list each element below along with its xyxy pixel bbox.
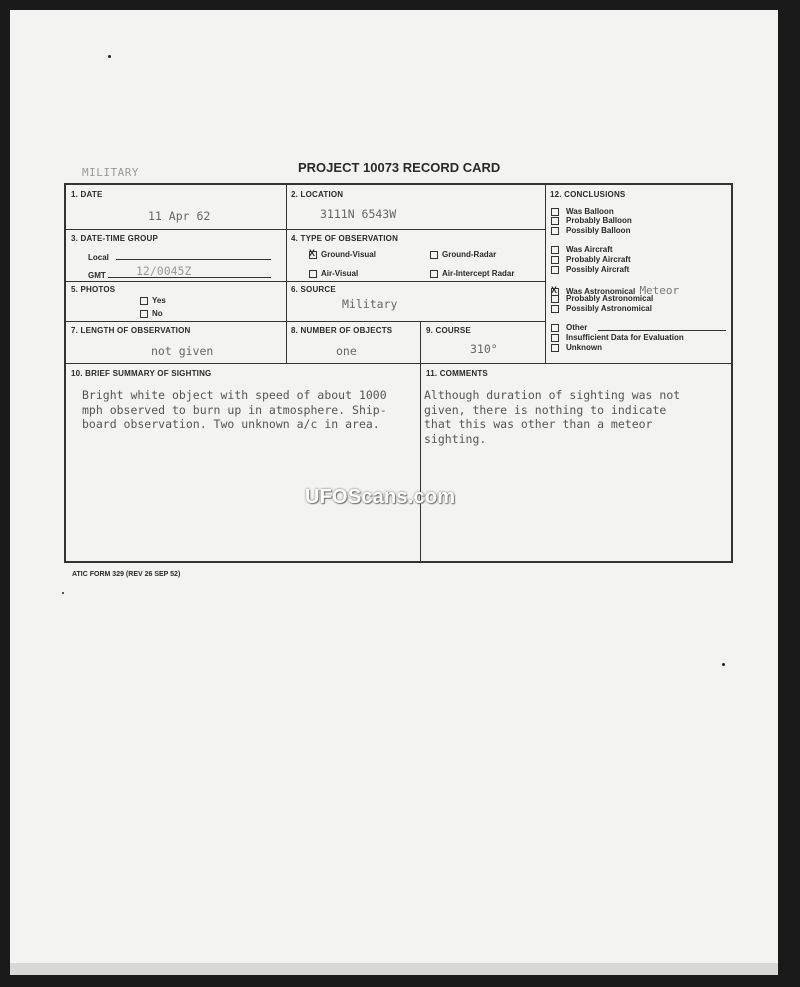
- conclusion-insufficient-data: Insufficient Data for Evaluation: [551, 333, 684, 342]
- conclusion-was-astronomical: X Was Astronomical Meteor: [551, 284, 680, 297]
- divider: [420, 321, 421, 563]
- length-of-observation-label: 7. LENGTH OF OBSERVATION: [71, 326, 191, 335]
- air-intercept-radar-checkbox: [430, 270, 438, 278]
- photos-no-option: No: [140, 309, 163, 318]
- air-visual-checkbox: [309, 270, 317, 278]
- local-label: Local: [88, 253, 109, 262]
- conclusion-possibly-astronomical: Possibly Astronomical: [551, 304, 652, 313]
- conclusion-probably-aircraft: Probably Aircraft: [551, 255, 631, 264]
- typed-meteor: Meteor: [639, 284, 680, 297]
- ground-radar-option: Ground-Radar: [430, 250, 496, 259]
- ground-visual-checkbox: X: [309, 247, 316, 258]
- conclusion-possibly-balloon: Possibly Balloon: [551, 226, 630, 235]
- number-of-objects-value: one: [336, 344, 357, 358]
- divider: [286, 185, 287, 363]
- page-edge-shadow: [10, 963, 778, 975]
- speck: [722, 663, 725, 666]
- location-value: 3111N 6543W: [320, 207, 397, 221]
- course-value: 310°: [470, 342, 498, 356]
- date-label: 1. DATE: [71, 190, 103, 199]
- comments-text: Although duration of sighting was not given, there is nothing to indicate that this was other than a meteor sighting.: [424, 388, 681, 446]
- photos-no-checkbox: [140, 310, 148, 318]
- date-value: 11 Apr 62: [148, 209, 211, 223]
- speck: [62, 592, 64, 594]
- gmt-label: GMT: [88, 271, 106, 280]
- military-stamp: MILITARY: [82, 166, 139, 179]
- photos-label: 5. PHOTOS: [71, 285, 116, 294]
- divider: [66, 321, 545, 322]
- local-underline: [116, 259, 271, 260]
- card-title: PROJECT 10073 RECORD CARD: [298, 160, 501, 175]
- conclusion-was-aircraft: Was Aircraft: [551, 245, 613, 254]
- type-of-observation-label: 4. TYPE OF OBSERVATION: [291, 234, 399, 243]
- divider: [66, 363, 733, 364]
- source-value: Military: [342, 297, 398, 311]
- conclusion-possibly-aircraft: Possibly Aircraft: [551, 265, 629, 274]
- watermark: UFOScans.com: [305, 486, 456, 508]
- form-number: ATIC FORM 329 (REV 26 SEP 52): [72, 571, 181, 578]
- ground-radar-checkbox: [430, 251, 438, 259]
- length-of-observation-value: not given: [151, 344, 214, 358]
- date-time-group-label: 3. DATE-TIME GROUP: [71, 234, 159, 243]
- comments-label: 11. COMMENTS: [426, 369, 488, 378]
- divider: [66, 281, 545, 282]
- conclusion-was-balloon: Was Balloon: [551, 207, 614, 216]
- course-label: 9. COURSE: [426, 326, 471, 335]
- gmt-value: 12/0045Z: [136, 264, 192, 278]
- conclusions-label: 12. CONCLUSIONS: [550, 190, 626, 199]
- brief-summary-label: 10. BRIEF SUMMARY OF SIGHTING: [71, 369, 212, 378]
- photos-yes-option: Yes: [140, 296, 166, 305]
- source-label: 6. SOURCE: [291, 285, 336, 294]
- photos-yes-checkbox: [140, 297, 148, 305]
- conclusion-probably-balloon: Probably Balloon: [551, 216, 632, 225]
- location-label: 2. LOCATION: [291, 190, 344, 199]
- other-underline: [598, 330, 726, 331]
- number-of-objects-label: 8. NUMBER OF OBJECTS: [291, 326, 393, 335]
- divider: [66, 229, 545, 230]
- conclusion-other: Other: [551, 323, 587, 332]
- air-intercept-radar-option: Air-Intercept Radar: [430, 269, 514, 278]
- speck: [108, 55, 111, 58]
- air-visual-option: Air-Visual: [309, 269, 358, 278]
- conclusion-unknown: Unknown: [551, 343, 602, 352]
- ground-visual-option: X Ground-Visual: [309, 247, 376, 259]
- conclusion-probably-astronomical: Probably Astronomical: [551, 294, 653, 303]
- brief-summary-text: Bright white object with speed of about 1000 mph observed to burn up in atmosphere. Ship- board observation. Two unknown a/c in area.: [82, 388, 387, 431]
- divider: [545, 185, 546, 363]
